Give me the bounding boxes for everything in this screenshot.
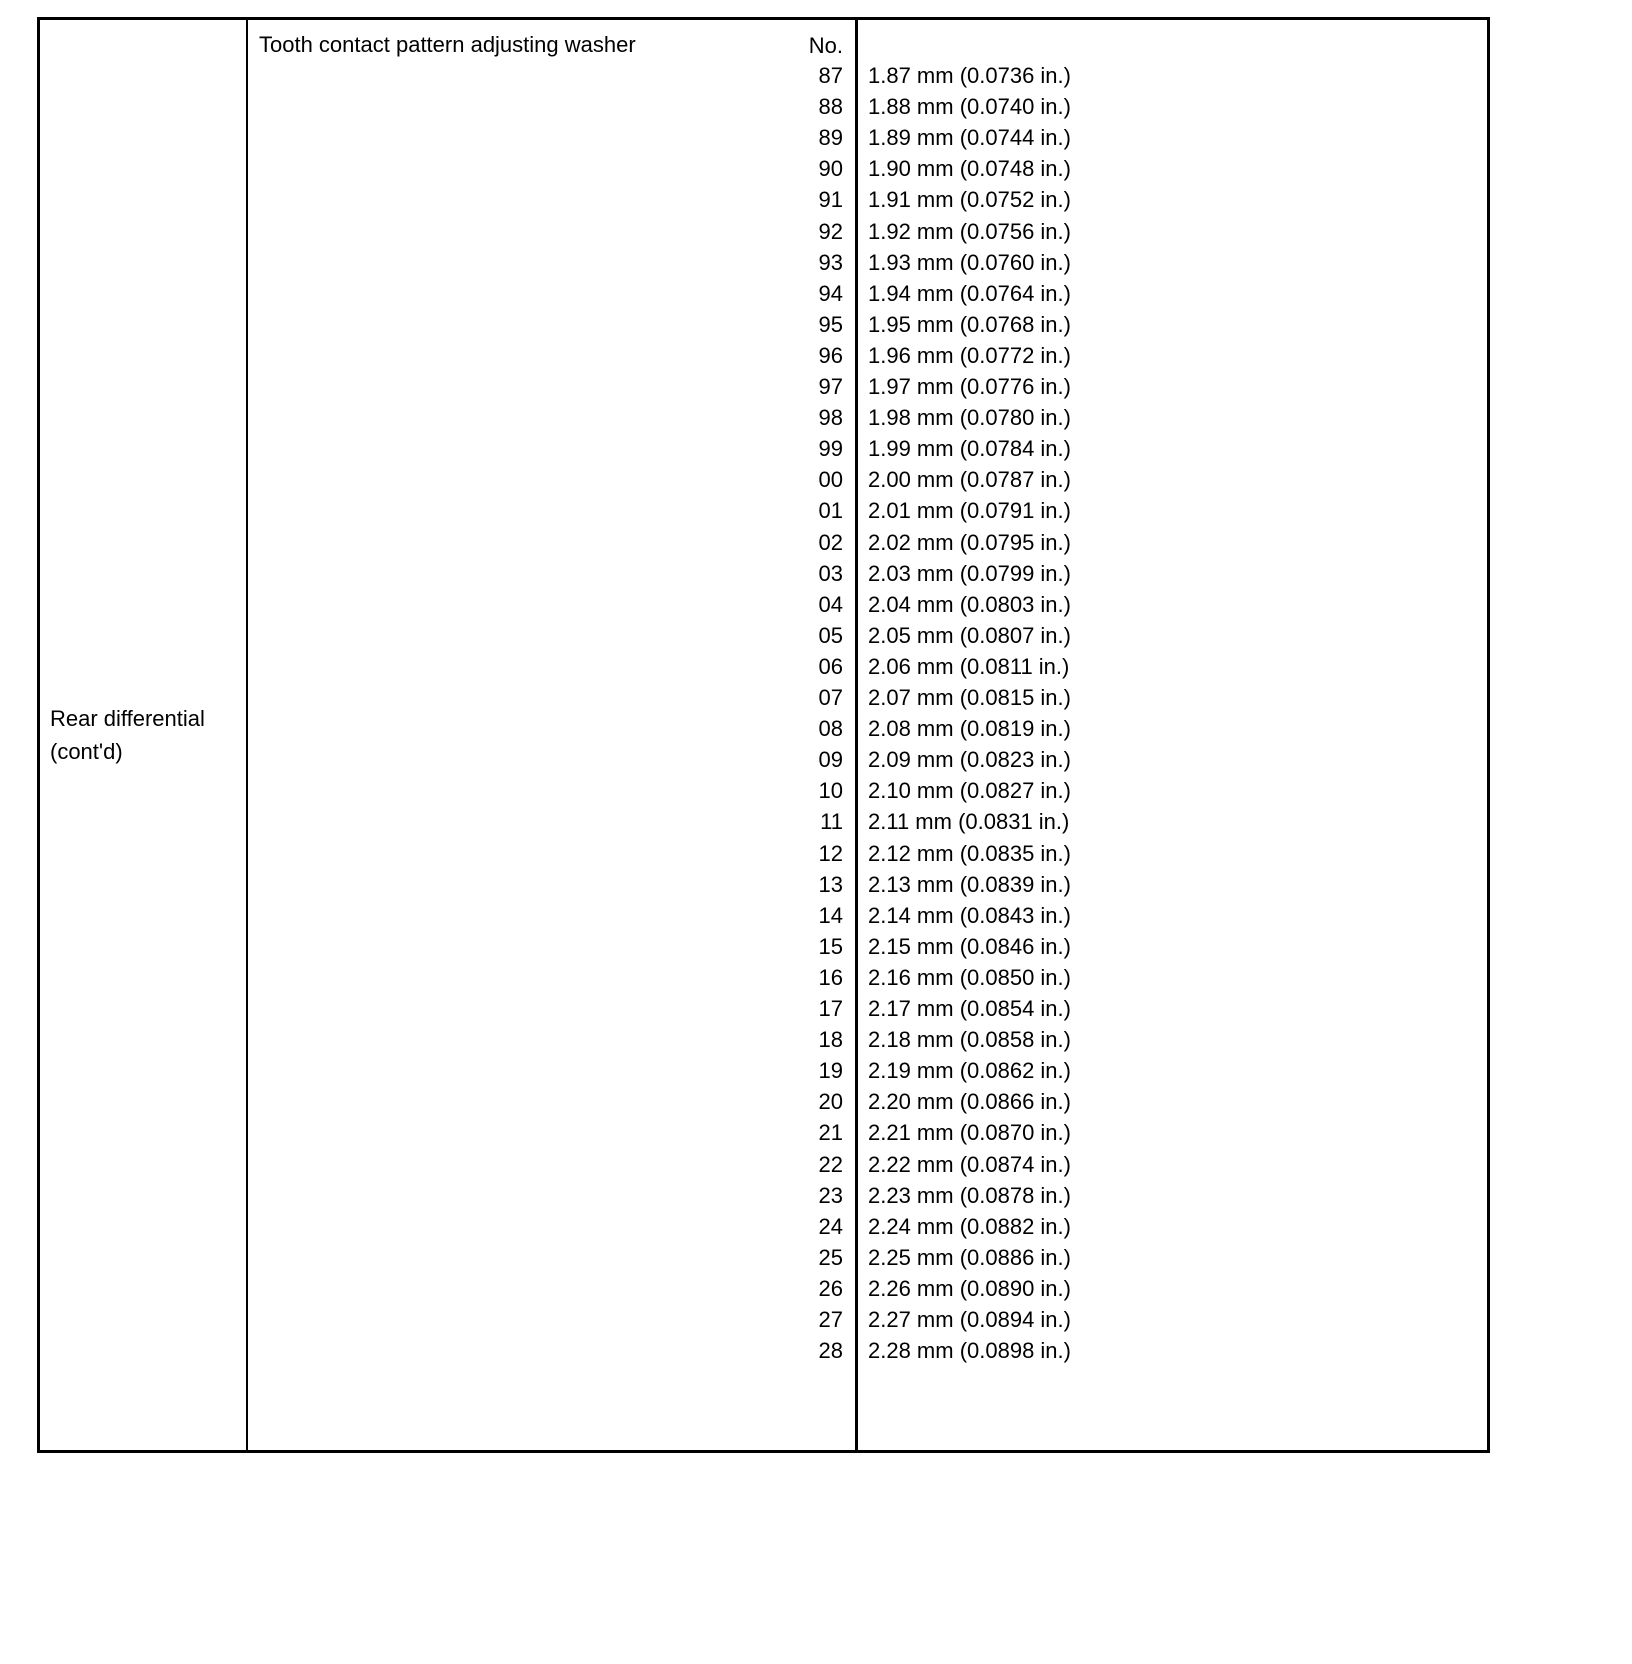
washer-thickness: 1.99 mm (0.0784 in.) bbox=[868, 436, 1071, 461]
washer-thickness: 2.03 mm (0.0799 in.) bbox=[868, 561, 1071, 586]
washer-number: 90 bbox=[818, 156, 843, 181]
washer-number: 99 bbox=[818, 436, 843, 461]
no-column-header: No. bbox=[808, 33, 843, 58]
washer-thickness: 2.01 mm (0.0791 in.) bbox=[868, 498, 1071, 523]
washer-number: 09 bbox=[818, 747, 843, 772]
washer-number: 04 bbox=[818, 592, 843, 617]
washer-thickness: 1.87 mm (0.0736 in.) bbox=[868, 63, 1071, 88]
washer-number: 16 bbox=[818, 965, 843, 990]
washer-thickness: 2.18 mm (0.0858 in.) bbox=[868, 1027, 1071, 1052]
washer-number: 87 bbox=[818, 63, 843, 88]
washer-thickness: 1.91 mm (0.0752 in.) bbox=[868, 187, 1071, 212]
washer-thickness: 1.94 mm (0.0764 in.) bbox=[868, 281, 1071, 306]
washer-number: 21 bbox=[818, 1120, 843, 1145]
washer-number: 96 bbox=[818, 343, 843, 368]
washer-thickness: 2.08 mm (0.0819 in.) bbox=[868, 716, 1071, 741]
washer-number: 26 bbox=[818, 1276, 843, 1301]
washer-thickness: 1.89 mm (0.0744 in.) bbox=[868, 125, 1071, 150]
washer-number: 20 bbox=[818, 1089, 843, 1114]
washer-number: 06 bbox=[818, 654, 843, 679]
washer-thickness: 2.02 mm (0.0795 in.) bbox=[868, 530, 1071, 555]
washer-number: 22 bbox=[818, 1152, 843, 1177]
washer-thickness: 1.98 mm (0.0780 in.) bbox=[868, 405, 1071, 430]
washer-number: 14 bbox=[818, 903, 843, 928]
washer-number: 88 bbox=[818, 94, 843, 119]
washer-thickness: 2.16 mm (0.0850 in.) bbox=[868, 965, 1071, 990]
washer-thickness: 2.27 mm (0.0894 in.) bbox=[868, 1307, 1071, 1332]
washer-thickness: 2.05 mm (0.0807 in.) bbox=[868, 623, 1071, 648]
washer-thickness: 2.26 mm (0.0890 in.) bbox=[868, 1276, 1071, 1301]
washer-thickness: 2.19 mm (0.0862 in.) bbox=[868, 1058, 1071, 1083]
washer-number: 11 bbox=[820, 809, 843, 834]
washer-thickness: 1.97 mm (0.0776 in.) bbox=[868, 374, 1071, 399]
value-cell bbox=[858, 20, 1487, 1450]
washer-thickness: 2.12 mm (0.0835 in.) bbox=[868, 841, 1071, 866]
washer-number: 89 bbox=[818, 125, 843, 150]
washer-number: 24 bbox=[818, 1214, 843, 1239]
washer-number: 18 bbox=[818, 1027, 843, 1052]
washer-thickness: 1.90 mm (0.0748 in.) bbox=[868, 156, 1071, 181]
washer-number: 10 bbox=[818, 778, 843, 803]
washer-thickness: 2.24 mm (0.0882 in.) bbox=[868, 1214, 1071, 1239]
washer-number: 03 bbox=[818, 561, 843, 586]
washer-thickness: 2.10 mm (0.0827 in.) bbox=[868, 778, 1071, 803]
washer-thickness: 2.17 mm (0.0854 in.) bbox=[868, 996, 1071, 1021]
washer-number: 94 bbox=[818, 281, 843, 306]
washer-number: 08 bbox=[818, 716, 843, 741]
washer-number: 02 bbox=[818, 530, 843, 555]
washer-number: 05 bbox=[818, 623, 843, 648]
washer-number: 12 bbox=[818, 841, 843, 866]
washer-number: 00 bbox=[818, 467, 843, 492]
washer-number: 01 bbox=[818, 498, 843, 523]
washer-number: 07 bbox=[818, 685, 843, 710]
washer-number: 91 bbox=[818, 187, 843, 212]
washer-thickness: 2.22 mm (0.0874 in.) bbox=[868, 1152, 1071, 1177]
spec-table bbox=[37, 17, 1490, 1453]
washer-thickness: 2.25 mm (0.0886 in.) bbox=[868, 1245, 1071, 1270]
category-cell bbox=[40, 20, 248, 1450]
washer-thickness: 2.15 mm (0.0846 in.) bbox=[868, 934, 1071, 959]
washer-thickness: 2.09 mm (0.0823 in.) bbox=[868, 747, 1071, 772]
washer-thickness: 2.00 mm (0.0787 in.) bbox=[868, 467, 1071, 492]
washer-number: 13 bbox=[818, 872, 843, 897]
washer-thickness: 2.04 mm (0.0803 in.) bbox=[868, 592, 1071, 617]
item-title: Tooth contact pattern adjusting washer bbox=[259, 32, 636, 57]
washer-thickness: 2.20 mm (0.0866 in.) bbox=[868, 1089, 1071, 1114]
washer-thickness: 2.21 mm (0.0870 in.) bbox=[868, 1120, 1071, 1145]
washer-thickness: 2.11 mm (0.0831 in.) bbox=[868, 809, 1070, 834]
category-label: Rear differential (cont'd) bbox=[50, 706, 205, 764]
washer-thickness: 2.14 mm (0.0843 in.) bbox=[868, 903, 1071, 928]
washer-number: 95 bbox=[818, 312, 843, 337]
washer-thickness: 2.28 mm (0.0898 in.) bbox=[868, 1338, 1071, 1363]
washer-thickness: 1.96 mm (0.0772 in.) bbox=[868, 343, 1071, 368]
washer-number: 17 bbox=[818, 996, 843, 1021]
washer-thickness: 1.92 mm (0.0756 in.) bbox=[868, 219, 1071, 244]
washer-thickness: 2.06 mm (0.0811 in.) bbox=[868, 654, 1070, 679]
washer-thickness: 1.88 mm (0.0740 in.) bbox=[868, 94, 1071, 119]
washer-number: 15 bbox=[818, 934, 843, 959]
washer-thickness: 1.93 mm (0.0760 in.) bbox=[868, 250, 1071, 275]
washer-thickness: 2.13 mm (0.0839 in.) bbox=[868, 872, 1071, 897]
washer-thickness: 1.95 mm (0.0768 in.) bbox=[868, 312, 1071, 337]
item-cell bbox=[248, 20, 858, 1450]
washer-number: 25 bbox=[818, 1245, 843, 1270]
washer-number: 97 bbox=[818, 374, 843, 399]
washer-number: 19 bbox=[818, 1058, 843, 1083]
washer-number: 23 bbox=[818, 1183, 843, 1208]
washer-thickness: 2.23 mm (0.0878 in.) bbox=[868, 1183, 1071, 1208]
washer-number: 27 bbox=[818, 1307, 843, 1332]
washer-number: 28 bbox=[818, 1338, 843, 1363]
washer-number: 98 bbox=[818, 405, 843, 430]
washer-number: 92 bbox=[818, 219, 843, 244]
washer-number: 93 bbox=[818, 250, 843, 275]
washer-thickness: 2.07 mm (0.0815 in.) bbox=[868, 685, 1071, 710]
